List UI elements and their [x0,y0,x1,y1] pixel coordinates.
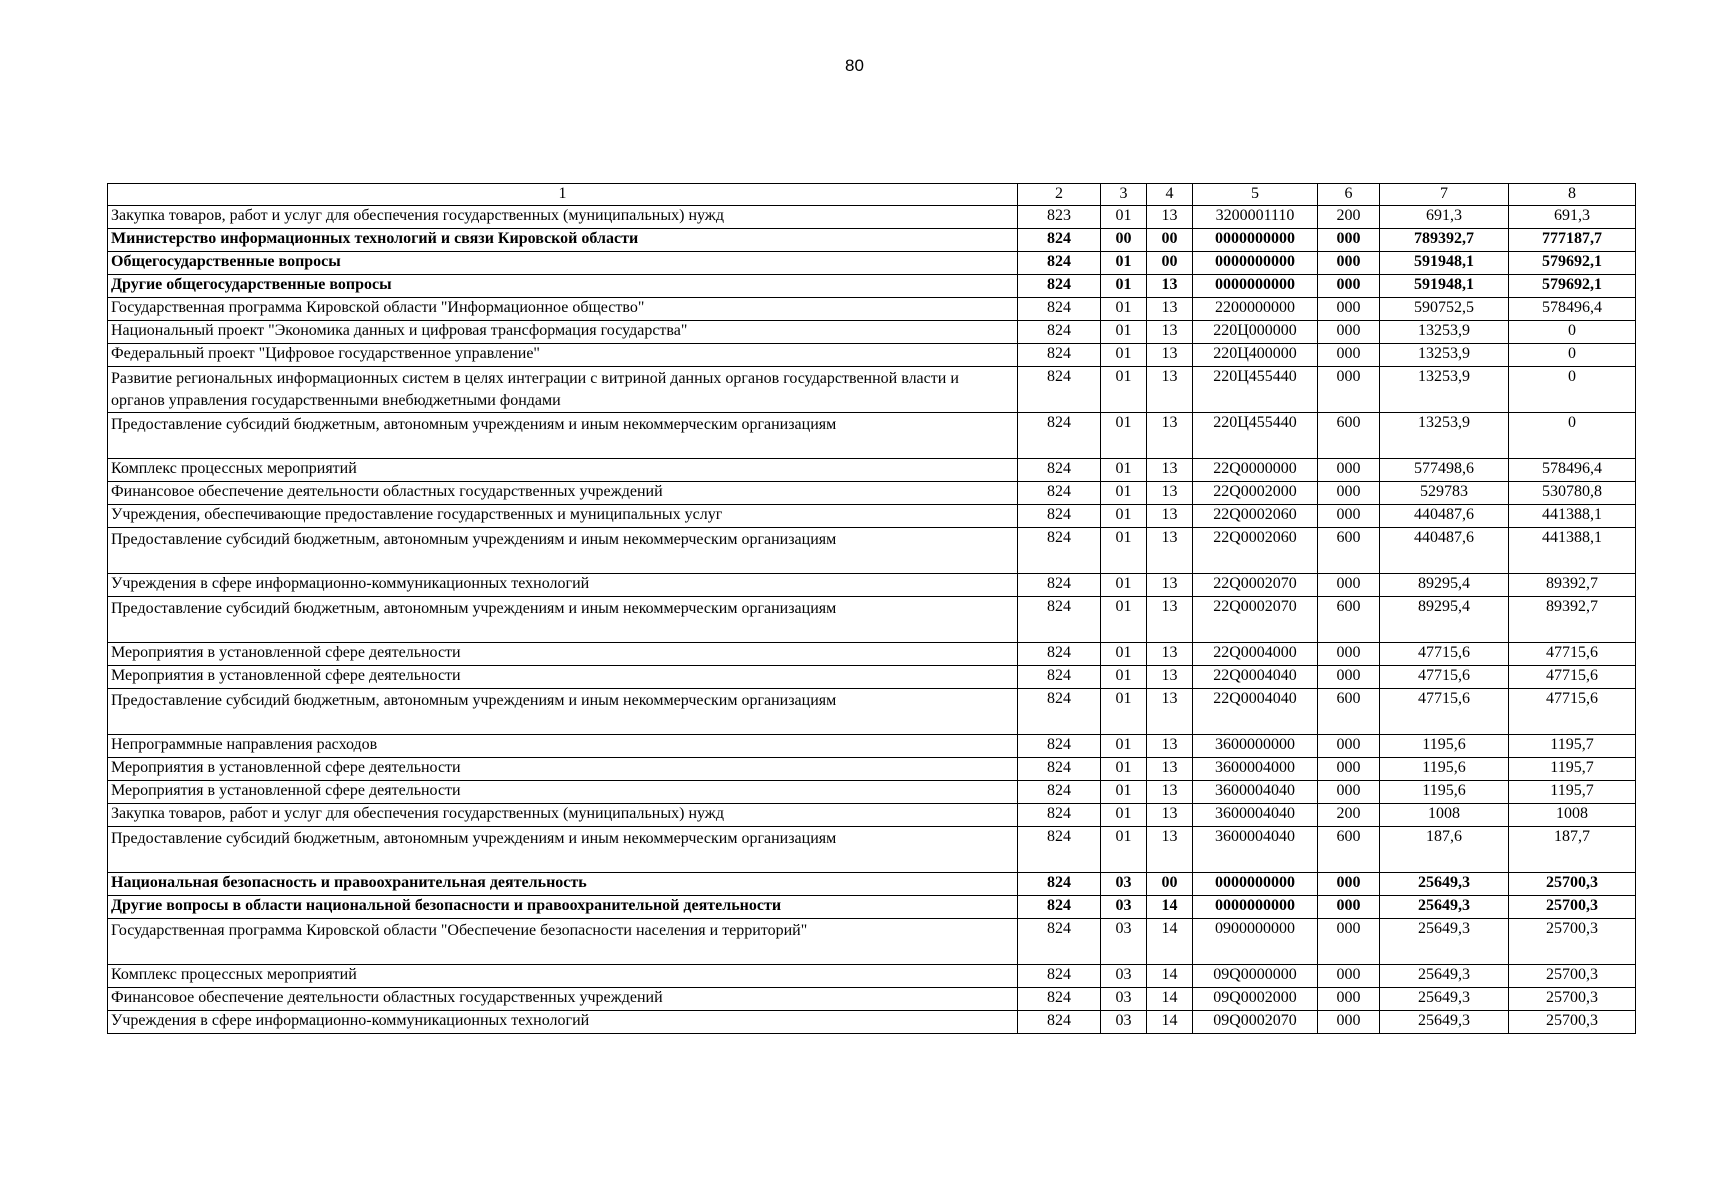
table-row [108,252,1636,275]
table-row [108,919,1636,965]
amount-year1-cell: 591948,1 [1380,275,1509,298]
table-body [108,184,1636,1034]
target-article-cell: 09Q0002000 [1193,988,1318,1011]
section-code-cell: 01 [1101,321,1147,344]
expense-type-cell: 000 [1318,275,1380,298]
amount-year2-cell: 47715,6 [1509,643,1636,666]
amount-year1-cell: 789392,7 [1380,229,1509,252]
subsection-code-cell: 13 [1147,666,1193,689]
expense-type-cell: 000 [1318,367,1380,413]
subsection-code-cell: 13 [1147,321,1193,344]
ministry-code-cell: 824 [1018,919,1101,965]
amount-year2-cell: 578496,4 [1509,298,1636,321]
row-name-cell: Комплекс процессных мероприятий [108,965,1018,988]
amount-year1-cell: 577498,6 [1380,459,1509,482]
target-article-cell: 0000000000 [1193,252,1318,275]
column-header: 3 [1101,184,1147,206]
expense-type-cell: 000 [1318,666,1380,689]
table-row [108,321,1636,344]
target-article-cell: 22Q0004040 [1193,689,1318,735]
row-name-cell: Закупка товаров, работ и услуг для обеспечения государственных (муниципальных) нужд [108,206,1018,229]
table-row [108,229,1636,252]
amount-year2-cell: 89392,7 [1509,574,1636,597]
budget-table [107,183,1636,1034]
ministry-code-cell: 824 [1018,321,1101,344]
section-code-cell: 01 [1101,781,1147,804]
amount-year1-cell: 529783 [1380,482,1509,505]
expense-type-cell: 000 [1318,298,1380,321]
section-code-cell: 03 [1101,965,1147,988]
target-article-cell: 0000000000 [1193,229,1318,252]
amount-year1-cell: 13253,9 [1380,413,1509,459]
ministry-code-cell: 824 [1018,988,1101,1011]
row-name-cell: Мероприятия в установленной сфере деятельности [108,643,1018,666]
section-code-cell: 01 [1101,643,1147,666]
ministry-code-cell: 824 [1018,229,1101,252]
ministry-code-cell: 824 [1018,965,1101,988]
section-code-cell: 01 [1101,666,1147,689]
amount-year1-cell: 440487,6 [1380,528,1509,574]
amount-year1-cell: 1195,6 [1380,781,1509,804]
amount-year2-cell: 25700,3 [1509,988,1636,1011]
ministry-code-cell: 824 [1018,689,1101,735]
amount-year1-cell: 25649,3 [1380,919,1509,965]
expense-type-cell: 000 [1318,229,1380,252]
ministry-code-cell: 824 [1018,413,1101,459]
target-article-cell: 0900000000 [1193,919,1318,965]
target-article-cell: 220Ц455440 [1193,413,1318,459]
table-row [108,367,1636,413]
target-article-cell: 3600000000 [1193,735,1318,758]
ministry-code-cell: 824 [1018,574,1101,597]
subsection-code-cell: 13 [1147,758,1193,781]
ministry-code-cell: 824 [1018,482,1101,505]
expense-type-cell: 000 [1318,873,1380,896]
section-code-cell: 01 [1101,206,1147,229]
amount-year1-cell: 440487,6 [1380,505,1509,528]
ministry-code-cell: 824 [1018,827,1101,873]
ministry-code-cell: 824 [1018,528,1101,574]
expense-type-cell: 000 [1318,344,1380,367]
amount-year1-cell: 13253,9 [1380,367,1509,413]
expense-type-cell: 000 [1318,482,1380,505]
expense-type-cell: 000 [1318,896,1380,919]
amount-year2-cell: 691,3 [1509,206,1636,229]
row-name-cell: Комплекс процессных мероприятий [108,459,1018,482]
target-article-cell: 3600004040 [1193,781,1318,804]
row-name-cell: Общегосударственные вопросы [108,252,1018,275]
subsection-code-cell: 13 [1147,505,1193,528]
expense-type-cell: 000 [1318,252,1380,275]
row-name-cell: Предоставление субсидий бюджетным, автономным учреждениям и иным некоммерческим организациям [108,827,1018,873]
amount-year1-cell: 47715,6 [1380,666,1509,689]
amount-year1-cell: 1008 [1380,804,1509,827]
row-name-cell: Мероприятия в установленной сфере деятельности [108,666,1018,689]
ministry-code-cell: 824 [1018,275,1101,298]
expense-type-cell: 200 [1318,804,1380,827]
amount-year2-cell: 0 [1509,413,1636,459]
subsection-code-cell: 13 [1147,597,1193,643]
ministry-code-cell: 824 [1018,735,1101,758]
subsection-code-cell: 00 [1147,229,1193,252]
subsection-code-cell: 14 [1147,965,1193,988]
section-code-cell: 03 [1101,919,1147,965]
amount-year2-cell: 441388,1 [1509,505,1636,528]
amount-year2-cell: 0 [1509,367,1636,413]
table-row [108,344,1636,367]
section-code-cell: 01 [1101,252,1147,275]
amount-year1-cell: 25649,3 [1380,965,1509,988]
table-row [108,758,1636,781]
subsection-code-cell: 13 [1147,367,1193,413]
section-code-cell: 01 [1101,528,1147,574]
column-header: 5 [1193,184,1318,206]
section-code-cell: 01 [1101,367,1147,413]
amount-year2-cell: 47715,6 [1509,689,1636,735]
target-article-cell: 22Q0004000 [1193,643,1318,666]
amount-year1-cell: 1195,6 [1380,735,1509,758]
subsection-code-cell: 13 [1147,298,1193,321]
expense-type-cell: 000 [1318,919,1380,965]
section-code-cell: 01 [1101,344,1147,367]
target-article-cell: 2200000000 [1193,298,1318,321]
amount-year2-cell: 1008 [1509,804,1636,827]
amount-year2-cell: 578496,4 [1509,459,1636,482]
ministry-code-cell: 824 [1018,367,1101,413]
amount-year2-cell: 0 [1509,344,1636,367]
amount-year2-cell: 441388,1 [1509,528,1636,574]
column-header: 7 [1380,184,1509,206]
row-name-cell: Учреждения в сфере информационно-коммуникационных технологий [108,1011,1018,1034]
table-row [108,643,1636,666]
table-row [108,873,1636,896]
amount-year2-cell: 25700,3 [1509,1011,1636,1034]
table-row [108,827,1636,873]
ministry-code-cell: 824 [1018,459,1101,482]
row-name-cell: Предоставление субсидий бюджетным, автономным учреждениям и иным некоммерческим организациям [108,689,1018,735]
row-name-cell: Непрограммные направления расходов [108,735,1018,758]
table-row [108,413,1636,459]
ministry-code-cell: 824 [1018,666,1101,689]
ministry-code-cell: 824 [1018,896,1101,919]
section-code-cell: 01 [1101,574,1147,597]
table-row [108,459,1636,482]
subsection-code-cell: 13 [1147,827,1193,873]
section-code-cell: 01 [1101,275,1147,298]
expense-type-cell: 000 [1318,735,1380,758]
amount-year2-cell: 89392,7 [1509,597,1636,643]
expense-type-cell: 000 [1318,988,1380,1011]
target-article-cell: 09Q0000000 [1193,965,1318,988]
column-header: 6 [1318,184,1380,206]
subsection-code-cell: 13 [1147,689,1193,735]
section-code-cell: 01 [1101,298,1147,321]
target-article-cell: 3600004040 [1193,804,1318,827]
amount-year2-cell: 1195,7 [1509,735,1636,758]
section-code-cell: 03 [1101,873,1147,896]
row-name-cell: Финансовое обеспечение деятельности областных государственных учреждений [108,482,1018,505]
section-code-cell: 01 [1101,804,1147,827]
amount-year1-cell: 25649,3 [1380,873,1509,896]
target-article-cell: 3600004000 [1193,758,1318,781]
row-name-cell: Учреждения, обеспечивающие предоставление государственных и муниципальных услуг [108,505,1018,528]
subsection-code-cell: 13 [1147,344,1193,367]
subsection-code-cell: 14 [1147,896,1193,919]
row-name-cell: Другие вопросы в области национальной безопасности и правоохранительной деятельности [108,896,1018,919]
expense-type-cell: 600 [1318,827,1380,873]
amount-year1-cell: 1195,6 [1380,758,1509,781]
amount-year2-cell: 47715,6 [1509,666,1636,689]
amount-year1-cell: 25649,3 [1380,988,1509,1011]
header-row [108,184,1636,206]
subsection-code-cell: 14 [1147,919,1193,965]
subsection-code-cell: 13 [1147,206,1193,229]
subsection-code-cell: 00 [1147,873,1193,896]
amount-year2-cell: 1195,7 [1509,781,1636,804]
row-name-cell: Национальный проект "Экономика данных и цифровая трансформация государства" [108,321,1018,344]
expense-type-cell: 000 [1318,781,1380,804]
row-name-cell: Министерство информационных технологий и связи Кировской области [108,229,1018,252]
row-name-cell: Предоставление субсидий бюджетным, автономным учреждениям и иным некоммерческим организациям [108,528,1018,574]
expense-type-cell: 600 [1318,689,1380,735]
amount-year1-cell: 47715,6 [1380,643,1509,666]
ministry-code-cell: 824 [1018,597,1101,643]
target-article-cell: 22Q0002060 [1193,505,1318,528]
amount-year1-cell: 13253,9 [1380,344,1509,367]
row-name-cell: Учреждения в сфере информационно-коммуникационных технологий [108,574,1018,597]
ministry-code-cell: 824 [1018,1011,1101,1034]
target-article-cell: 22Q0002000 [1193,482,1318,505]
expense-type-cell: 000 [1318,574,1380,597]
column-header: 1 [108,184,1018,206]
table-row [108,689,1636,735]
row-name-cell: Национальная безопасность и правоохранительная деятельность [108,873,1018,896]
row-name-cell: Федеральный проект "Цифровое государственное управление" [108,344,1018,367]
target-article-cell: 220Ц000000 [1193,321,1318,344]
amount-year2-cell: 187,7 [1509,827,1636,873]
table-row [108,482,1636,505]
column-header: 4 [1147,184,1193,206]
table-row [108,735,1636,758]
expense-type-cell: 600 [1318,413,1380,459]
expense-type-cell: 200 [1318,206,1380,229]
target-article-cell: 0000000000 [1193,873,1318,896]
table-row [108,275,1636,298]
table-row [108,804,1636,827]
section-code-cell: 01 [1101,482,1147,505]
amount-year1-cell: 89295,4 [1380,597,1509,643]
table-row [108,988,1636,1011]
ministry-code-cell: 824 [1018,873,1101,896]
amount-year1-cell: 691,3 [1380,206,1509,229]
section-code-cell: 01 [1101,505,1147,528]
target-article-cell: 220Ц400000 [1193,344,1318,367]
section-code-cell: 01 [1101,597,1147,643]
row-name-cell: Мероприятия в установленной сфере деятельности [108,758,1018,781]
amount-year2-cell: 1195,7 [1509,758,1636,781]
subsection-code-cell: 13 [1147,574,1193,597]
amount-year1-cell: 89295,4 [1380,574,1509,597]
amount-year1-cell: 25649,3 [1380,896,1509,919]
expense-type-cell: 000 [1318,321,1380,344]
expense-type-cell: 000 [1318,965,1380,988]
target-article-cell: 22Q0002060 [1193,528,1318,574]
expense-type-cell: 000 [1318,643,1380,666]
column-header: 2 [1018,184,1101,206]
ministry-code-cell: 824 [1018,252,1101,275]
section-code-cell: 01 [1101,735,1147,758]
amount-year2-cell: 25700,3 [1509,873,1636,896]
table-row [108,597,1636,643]
table-row [108,1011,1636,1034]
table-row [108,781,1636,804]
subsection-code-cell: 13 [1147,528,1193,574]
expense-type-cell: 000 [1318,1011,1380,1034]
table-row [108,965,1636,988]
table-row [108,298,1636,321]
amount-year2-cell: 579692,1 [1509,275,1636,298]
amount-year2-cell: 0 [1509,321,1636,344]
section-code-cell: 01 [1101,827,1147,873]
ministry-code-cell: 824 [1018,643,1101,666]
row-name-cell: Другие общегосударственные вопросы [108,275,1018,298]
section-code-cell: 01 [1101,459,1147,482]
ministry-code-cell: 824 [1018,344,1101,367]
table-row [108,896,1636,919]
target-article-cell: 220Ц455440 [1193,367,1318,413]
subsection-code-cell: 13 [1147,643,1193,666]
amount-year2-cell: 25700,3 [1509,896,1636,919]
target-article-cell: 09Q0002070 [1193,1011,1318,1034]
subsection-code-cell: 00 [1147,252,1193,275]
section-code-cell: 03 [1101,988,1147,1011]
target-article-cell: 3600004040 [1193,827,1318,873]
ministry-code-cell: 824 [1018,758,1101,781]
ministry-code-cell: 823 [1018,206,1101,229]
amount-year1-cell: 591948,1 [1380,252,1509,275]
amount-year2-cell: 579692,1 [1509,252,1636,275]
row-name-cell: Государственная программа Кировской области "Информационное общество" [108,298,1018,321]
target-article-cell: 0000000000 [1193,275,1318,298]
expense-type-cell: 000 [1318,505,1380,528]
subsection-code-cell: 13 [1147,413,1193,459]
subsection-code-cell: 13 [1147,459,1193,482]
section-code-cell: 01 [1101,413,1147,459]
expense-type-cell: 000 [1318,459,1380,482]
section-code-cell: 03 [1101,1011,1147,1034]
subsection-code-cell: 13 [1147,735,1193,758]
subsection-code-cell: 14 [1147,1011,1193,1034]
target-article-cell: 22Q0000000 [1193,459,1318,482]
section-code-cell: 03 [1101,896,1147,919]
ministry-code-cell: 824 [1018,505,1101,528]
subsection-code-cell: 13 [1147,482,1193,505]
column-header: 8 [1509,184,1636,206]
amount-year1-cell: 25649,3 [1380,1011,1509,1034]
expense-type-cell: 000 [1318,758,1380,781]
amount-year2-cell: 530780,8 [1509,482,1636,505]
target-article-cell: 0000000000 [1193,896,1318,919]
table-row [108,505,1636,528]
page-number: 80 [845,56,864,75]
table-row [108,528,1636,574]
ministry-code-cell: 824 [1018,804,1101,827]
amount-year1-cell: 187,6 [1380,827,1509,873]
table-row [108,574,1636,597]
amount-year1-cell: 590752,5 [1380,298,1509,321]
target-article-cell: 22Q0002070 [1193,574,1318,597]
subsection-code-cell: 14 [1147,988,1193,1011]
target-article-cell: 22Q0002070 [1193,597,1318,643]
table-row [108,206,1636,229]
amount-year2-cell: 25700,3 [1509,919,1636,965]
section-code-cell: 01 [1101,689,1147,735]
amount-year1-cell: 47715,6 [1380,689,1509,735]
row-name-cell: Предоставление субсидий бюджетным, автономным учреждениям и иным некоммерческим организациям [108,597,1018,643]
expense-type-cell: 600 [1318,597,1380,643]
amount-year2-cell: 25700,3 [1509,965,1636,988]
amount-year2-cell: 777187,7 [1509,229,1636,252]
section-code-cell: 00 [1101,229,1147,252]
ministry-code-cell: 824 [1018,298,1101,321]
row-name-cell: Финансовое обеспечение деятельности областных государственных учреждений [108,988,1018,1011]
subsection-code-cell: 13 [1147,781,1193,804]
row-name-cell: Закупка товаров, работ и услуг для обеспечения государственных (муниципальных) нужд [108,804,1018,827]
row-name-cell: Развитие региональных информационных систем в целях интеграции с витриной данных органов государственной власти и органов управления государственными внебюджетными фондами [108,367,1018,413]
target-article-cell: 3200001110 [1193,206,1318,229]
row-name-cell: Мероприятия в установленной сфере деятельности [108,781,1018,804]
expense-type-cell: 600 [1318,528,1380,574]
row-name-cell: Государственная программа Кировской области "Обеспечение безопасности населения и территорий" [108,919,1018,965]
amount-year1-cell: 13253,9 [1380,321,1509,344]
subsection-code-cell: 13 [1147,275,1193,298]
section-code-cell: 01 [1101,758,1147,781]
target-article-cell: 22Q0004040 [1193,666,1318,689]
ministry-code-cell: 824 [1018,781,1101,804]
row-name-cell: Предоставление субсидий бюджетным, автономным учреждениям и иным некоммерческим организациям [108,413,1018,459]
table-row [108,666,1636,689]
subsection-code-cell: 13 [1147,804,1193,827]
